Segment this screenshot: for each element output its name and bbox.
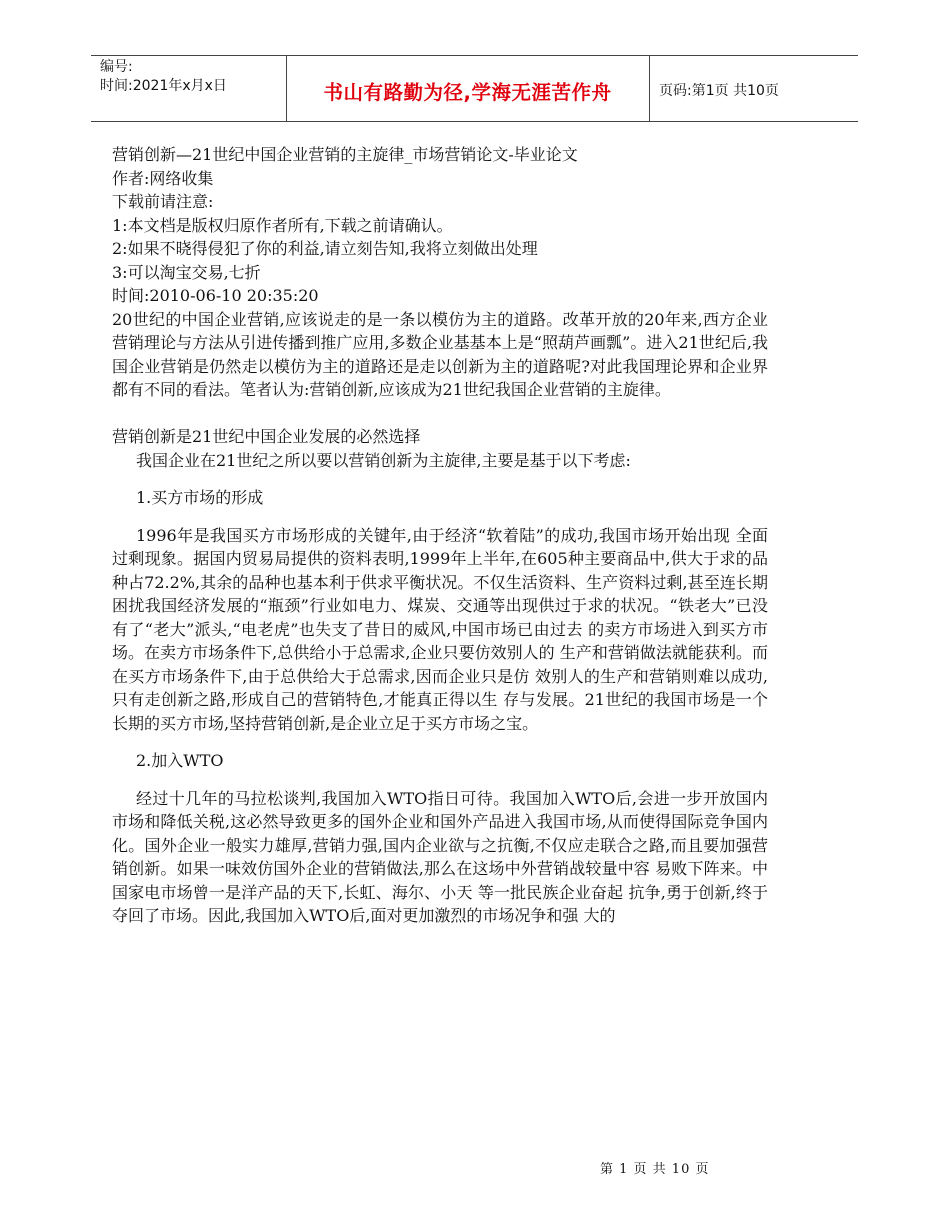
document-date-label: 时间:2021年x月x日 [100,78,227,94]
document-number-label: 编号: [100,59,133,75]
section-lead-paragraph: 我国企业在21世纪之所以要以营销创新为主旋律,主要是基于以下考虑: [136,450,631,470]
header-top-rule [91,55,858,56]
header-motto: 书山有路勤为径,学海无涯苦作舟 [323,81,612,104]
spacer [112,402,768,426]
header-page-info: 页码:第1页 共10页 [659,83,779,99]
notice-heading: 下载前请注意: [112,192,214,211]
notice-item: 3:可以淘宝交易,七折 [112,262,261,282]
header-meta [100,58,227,96]
intro-paragraph: 20世纪的中国企业营销,应该说走的是一条以模仿为主的道路。改革开放的20年来,西方企业营销理论与方法从引进传播到推广应用,多数企业基基本上是“照葫芦画瓢”。进入21世纪后,我国企业营销是仍然走以模仿为主的道路还是走以创新为主的道路呢?对此我国理论界和企业界都有不同的看法。笔者认为:营销创新,应该成为21世纪我国企业营销的主旋律。 [112,309,768,399]
notice-item: 2:如果不晓得侵犯了你的利益,请立刻告知,我将立刻做出处理 [112,239,538,258]
notice-item: 1:本文档是版权归原作者所有,下载之前请确认。 [112,215,453,235]
section-heading: 营销创新是21世纪中国企业发展的必然选择 [112,427,421,446]
page-footer: 第 1 页 共 10 页 [600,1162,710,1177]
article-author: 作者:网络收集 [112,168,214,188]
header-divider-right [649,55,650,121]
subsection-2-paragraph: 经过十几年的马拉松谈判,我国加入WTO指日可待。我国加入WTO后,会进一步开放国内市场和降低关税,这必然导致更多的国外企业和国外产品进入我国市场,从而使得国际竞争国内化。国外企业一般实力雄厚,营销力强,国内企业欲与之抗衡,不仅应走联合之路,而且要加强营销创新。如果一味效仿国外企业的营销做法,那么在这场中外营销战较量中容 易败下阵来。中国家电市场曾一是洋产品的天下,长虹、海尔、小天 等一批民族企业奋起 抗争,勇于创新,终于夺回了市场。因此,我国加入WTO后,面对更加激烈的市场况争和强 大的 [112,788,768,925]
spacer [112,472,768,486]
subsection-heading-1: 1.买方市场的形成 [136,488,264,507]
document-body [112,143,768,928]
spacer [112,773,768,787]
spacer [112,510,768,524]
header-bottom-rule [91,121,858,122]
spacer [112,735,768,749]
article-timestamp: 时间:2010-06-10 20:35:20 [112,286,319,305]
article-title: 营销创新—21世纪中国企业营销的主旋律_市场营销论文-毕业论文 [112,145,578,164]
subsection-heading-2: 2.加入WTO [136,751,224,770]
subsection-1-paragraph: 1996年是我国买方市场形成的关键年,由于经济“软着陆”的成功,我国市场开始出现 全面过剩现象。据国内贸易局提供的资料表明,1999年上半年,在605种主要商品中,供大于求的品种占72.2%,其余的品种也基本利于供求平衡状况。不仅生活资料、生产资料过剩,甚至连长期困扰我国经济发展的“瓶颈”行业如电力、煤炭、交通等出现供过于求的状况。“铁老大”已没有了“老大”派头,“电老虎”也失支了昔日的威风,中国市场已由过去 的卖方市场进入到买方市场。在卖方市场条件下,总供给小于总需求,企业只要仿效别人的 生产和营销做法就能获利。而在买方市场条件下,由于总供给大于总需求,因而企业只是仿 效别人的生产和营销则难以成功,只有走创新之路,形成自己的营销特色,才能真正得以生 存与发展。21世纪的我国市场是一个长期的买方市场,坚持营销创新,是企业立足于买方市场之宝。 [112,525,768,733]
